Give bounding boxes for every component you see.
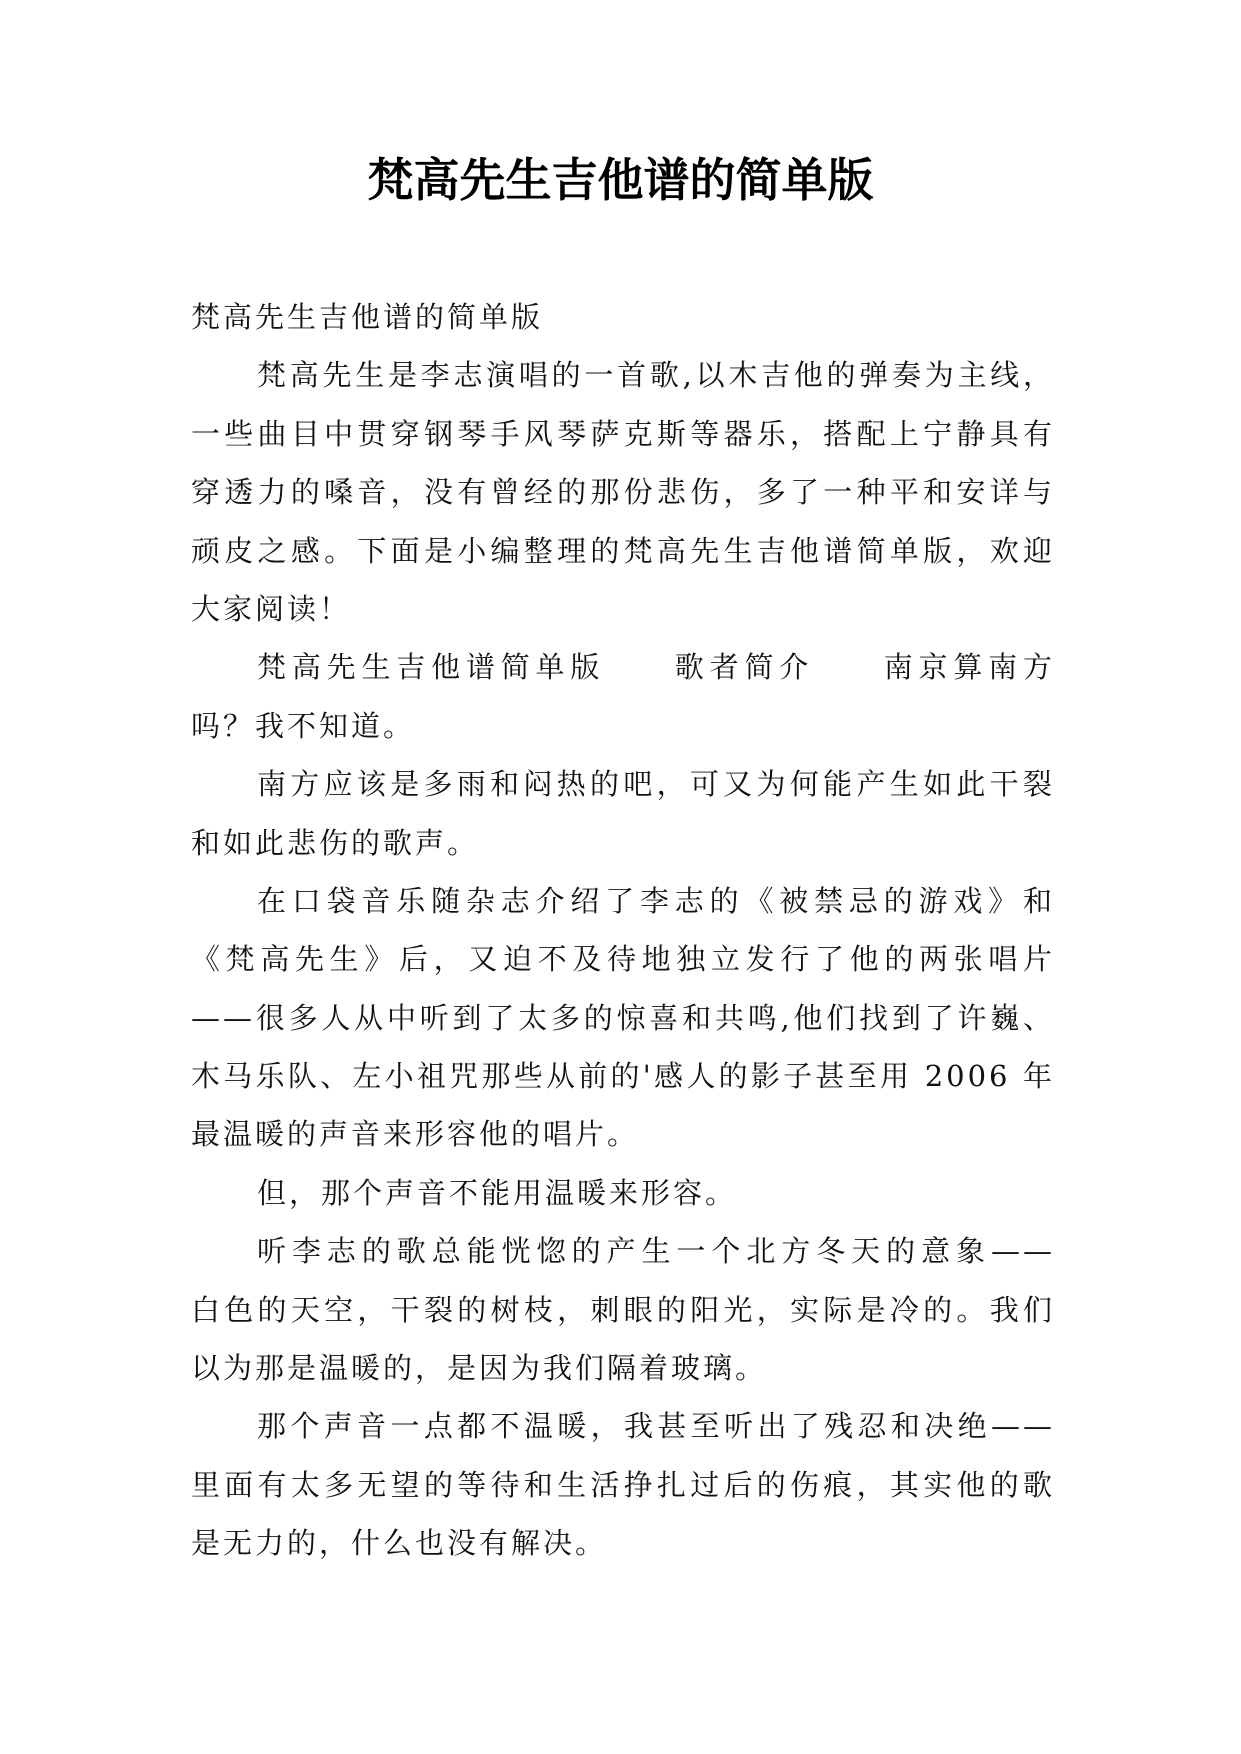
paragraph (191, 638, 1055, 755)
text-line: 以为那是温暖的，是因为我们隔着玻璃。 (191, 1351, 768, 1386)
text-line: 穿透力的嗓音，没有曾经的那份悲伤，多了一种平和安详与 (191, 475, 1055, 510)
document-body (191, 288, 1055, 1573)
paragraph-heading (191, 288, 1055, 346)
text-line: 是无力的，什么也没有解决。 (191, 1526, 608, 1561)
text-line: 听李志的歌总能恍惚的产生一个北方冬天的意象—— (257, 1234, 1055, 1269)
document-title: 梵高先生吉他谱的简单版 (367, 153, 874, 207)
text-line: 南方应该是多雨和闷热的吧，可又为何能产生如此干裂 (257, 767, 1055, 802)
text-line: 吗？我不知道。 (191, 708, 416, 743)
paragraph (191, 1164, 1055, 1222)
text-line: 和如此悲伤的歌声。 (191, 825, 480, 860)
text-line: 木马乐队、左小祖咒那些从前的'感人的影子甚至用 2006 年 (191, 1059, 1055, 1094)
paragraph (191, 755, 1055, 872)
text-line: 大家阅读！ (191, 591, 352, 626)
text-line: 《梵高先生》后，又迫不及待地独立发行了他的两张唱片 (191, 942, 1055, 977)
paragraph (191, 872, 1055, 1164)
text-line: 里面有太多无望的等待和生活挣扎过后的伤痕，其实他的歌 (191, 1467, 1055, 1502)
text-line: 那个声音一点都不温暖，我甚至听出了残忍和决绝—— (257, 1409, 1055, 1444)
paragraph (191, 1222, 1055, 1397)
text-line: 在口袋音乐随杂志介绍了李志的《被禁忌的游戏》和 (257, 883, 1055, 918)
text-line: 梵高先生是李志演唱的一首歌,以木吉他的弹奏为主线， (257, 358, 1055, 393)
text-line: 梵高先生吉他谱的简单版 (191, 300, 544, 334)
text-line: 白色的天空，干裂的树枝，刺眼的阳光，实际是冷的。我们 (191, 1292, 1055, 1327)
paragraph (191, 1397, 1055, 1572)
text-line: ——很多人从中听到了太多的惊喜和共鸣,他们找到了许巍、 (191, 1000, 1055, 1035)
text-line: 梵高先生吉他谱简单版 歌者简介 南京算南方 (257, 650, 1055, 685)
text-line: 但，那个声音不能用温暖来形容。 (257, 1175, 738, 1210)
text-line: 最温暖的声音来形容他的唱片。 (191, 1117, 640, 1152)
paragraph (191, 346, 1055, 638)
text-line: 一些曲目中贯穿钢琴手风琴萨克斯等器乐，搭配上宁静具有 (191, 416, 1055, 451)
text-line: 顽皮之感。下面是小编整理的梵高先生吉他谱简单版，欢迎 (191, 533, 1055, 568)
